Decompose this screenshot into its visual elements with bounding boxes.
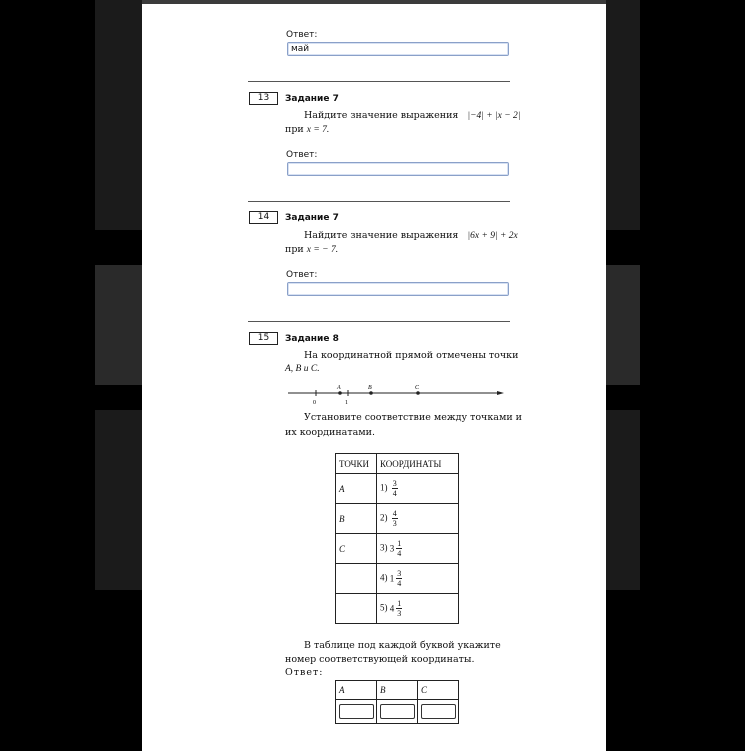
footer-text: номер соответствующей координаты. bbox=[285, 654, 475, 665]
coord-cell: 2) $\frac{4}{3}$ bbox=[377, 504, 459, 534]
background-panel bbox=[95, 410, 142, 590]
answer-col-c: C bbox=[418, 681, 459, 700]
point-cell: C bbox=[336, 534, 377, 564]
task-condition: при x = 7. bbox=[285, 124, 330, 135]
answer-table bbox=[335, 680, 459, 724]
point-label-c: C bbox=[415, 385, 420, 391]
task-number-14: 14 bbox=[249, 211, 278, 224]
point-cell: B bbox=[336, 504, 377, 534]
coord-cell: 5) 4 $\frac{1}{3}$ bbox=[377, 594, 459, 624]
tick-label-one: 1 bbox=[345, 400, 348, 406]
answer-input-a[interactable] bbox=[339, 704, 374, 719]
point-b-dot bbox=[369, 391, 373, 395]
coord-cell: 1) $\frac{3}{4}$ bbox=[377, 474, 459, 504]
expression: |−4| + |x − 2| bbox=[467, 111, 521, 121]
tick-label-zero: 0 bbox=[313, 400, 316, 406]
answer-input-q14[interactable] bbox=[287, 282, 509, 296]
point-a-dot bbox=[338, 391, 342, 395]
answer-input-c[interactable] bbox=[421, 704, 456, 719]
task-title: Задание 8 bbox=[285, 334, 339, 344]
task-number-13: 13 bbox=[249, 92, 278, 105]
coord-cell: 4) 1 $\frac{3}{4}$ bbox=[377, 564, 459, 594]
background-panel bbox=[606, 0, 640, 230]
instruction-text: Установите соответствие между точками и bbox=[304, 412, 523, 423]
task-text: A, B и C. bbox=[285, 364, 320, 374]
answer-label: Ответ: bbox=[286, 30, 318, 40]
answer-input-q12[interactable]: май bbox=[287, 42, 509, 56]
background-panel bbox=[606, 410, 640, 590]
answer-label: Ответ: bbox=[286, 270, 318, 280]
task-condition: при x = − 7. bbox=[285, 244, 339, 255]
answer-col-a: A bbox=[336, 681, 377, 700]
instruction-text: их координатами. bbox=[285, 427, 376, 438]
header-points: ТОЧКИ bbox=[336, 454, 377, 474]
task-text: Найдите значение выражения |−4| + |x − 2| bbox=[304, 110, 521, 121]
matching-table bbox=[335, 453, 459, 624]
axis-arrow bbox=[497, 391, 504, 395]
answer-label: Ответ: bbox=[286, 150, 318, 160]
point-label-a: A bbox=[337, 385, 341, 391]
footer-text: В таблице под каждой буквой укажите bbox=[304, 640, 501, 651]
coordinate-line bbox=[282, 382, 510, 406]
background-panel bbox=[95, 265, 142, 385]
task-title: Задание 7 bbox=[285, 94, 339, 104]
task-text: Найдите значение выражения |6x + 9| + 2x bbox=[304, 230, 518, 241]
point-cell: A bbox=[336, 474, 377, 504]
task-text: На координатной прямой отмечены точки bbox=[304, 350, 519, 361]
background-panel bbox=[606, 265, 640, 385]
answer-label: Ответ: bbox=[285, 667, 324, 678]
header-coords: КООРДИНАТЫ bbox=[377, 454, 459, 474]
expression: |6x + 9| + 2x bbox=[467, 231, 518, 241]
background-panel bbox=[95, 0, 142, 230]
task-title: Задание 7 bbox=[285, 213, 339, 223]
coord-cell: 3) 3 $\frac{1}{4}$ bbox=[377, 534, 459, 564]
point-c-dot bbox=[416, 391, 420, 395]
point-label-b: B bbox=[368, 385, 372, 391]
answer-col-b: B bbox=[377, 681, 418, 700]
point-cell-empty bbox=[336, 564, 377, 594]
divider bbox=[248, 201, 510, 202]
divider bbox=[248, 321, 510, 322]
divider bbox=[248, 81, 510, 82]
task-number-15: 15 bbox=[249, 332, 278, 345]
answer-input-q13[interactable] bbox=[287, 162, 509, 176]
point-cell-empty bbox=[336, 594, 377, 624]
answer-input-b[interactable] bbox=[380, 704, 415, 719]
top-bar bbox=[142, 0, 606, 4]
